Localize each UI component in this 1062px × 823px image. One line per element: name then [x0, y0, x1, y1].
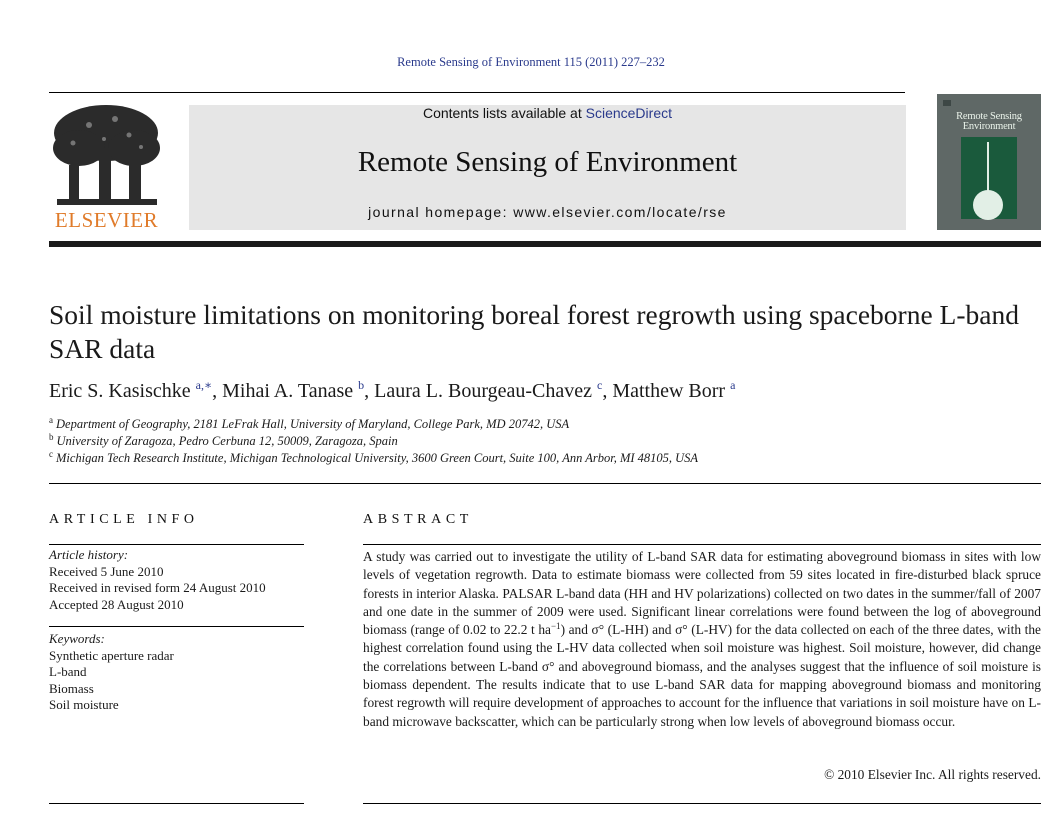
cover-title [937, 112, 1041, 132]
affiliation [49, 416, 1039, 433]
abstract-part2: ) and σ° (L-HH) and σ° (L-HV) for the data collected on each of the three dates, with the highest correlation found using the L-HV data collected when soil moisture was highest. Soil moisture, however, did change the correlations between L-band σ° and aboveground biomass, and the analyses suggest that the influence of soil moisture is biomass dependent. The results indicate that to use L-band SAR data for mapping aboveground biomass and monitoring forest regrowth will require development of approaches to account for the influence that variations in soil moisture have on L-band microwave backscatter, which can be particularly strong when low levels of aboveground biomass occur. [363, 622, 1041, 729]
author-affiliation-marker[interactable]: a [730, 378, 736, 392]
history-item: Received in revised form 24 August 2010 [49, 580, 266, 595]
journal-citation[interactable]: Remote Sensing of Environment 115 (2011) 227–232 [397, 55, 665, 69]
affiliation [49, 450, 1039, 467]
history-item: Accepted 28 August 2010 [49, 596, 184, 612]
author-name[interactable]: Eric S. Kasischke [49, 380, 191, 402]
keyword: Biomass [49, 680, 94, 696]
cover-stem [987, 142, 989, 192]
keyword: Synthetic aperture radar [49, 647, 174, 663]
keyword: Soil moisture [49, 697, 119, 712]
tree-icon [49, 103, 164, 208]
history-item: Received 5 June 2010 [49, 563, 164, 579]
affiliation-letter: a [49, 415, 53, 425]
article-info-rule [49, 626, 304, 627]
article-info-heading: ARTICLE INFO [49, 512, 199, 527]
copyright-notice: © 2010 Elsevier Inc. All rights reserved. [824, 767, 1041, 782]
affiliation-text: University of Zaragoza, Pedro Cerbuna 12, 50009, Zaragoza, Spain [56, 434, 398, 448]
author-affiliation-marker[interactable]: b [358, 378, 365, 392]
journal-cover[interactable] [937, 94, 1041, 230]
article-title: Soil moisture limitations on monitoring boreal forest regrowth using spaceborne L-band SAR data [49, 299, 1019, 364]
author-name[interactable]: Mihai A. Tanase [222, 380, 354, 402]
affiliation-letter: b [49, 432, 54, 442]
journal-title: Remote Sensing of Environment [357, 146, 738, 178]
author-affiliation-marker[interactable]: a,∗ [195, 378, 213, 392]
affiliation-text: Department of Geography, 2181 LeFrak Hall, University of Maryland, College Park, MD 20742, USA [56, 417, 570, 431]
journal-homepage[interactable]: journal homepage: www.elsevier.com/locate/rse [368, 204, 727, 220]
history-label: Article history: [49, 547, 129, 562]
abstract-rule [363, 544, 1041, 545]
header-rule [49, 92, 905, 93]
affiliation-text: Michigan Tech Research Institute, Michigan Technological University, 3600 Green Court, Suite 100, Ann Arbor, MI 48105, USA [56, 451, 699, 465]
author-name[interactable]: Laura L. Bourgeau-Chavez [374, 380, 592, 402]
abstract-unit-superscript: −1 [550, 621, 561, 632]
abstract-part1: A study was carried out to investigate the utility of L-band SAR data for estimating aboveground biomass in sites with low levels of vegetation regrowth. Data to estimate biomass were collected from 59 sites located in fire-disturbed black spruce forests in interior Alaska. PALSAR L-band data (HH and HV polarizations) collected on two dates in the summer/fall of 2007 and one date in the summer of 2009 were used. Significant linear correlations were found between the log of aboveground biomass (range of 0.02 to 22.2 t ha [363, 549, 1041, 638]
cover-title-line1: Remote Sensing [956, 111, 1022, 122]
cover-title-line2: Environment [962, 121, 1016, 132]
keywords-label: Keywords: [49, 631, 105, 646]
abstract-heading: ABSTRACT [363, 512, 473, 527]
contents-prefix: Contents lists available at [422, 105, 586, 121]
author-list: Eric S. Kasischke $^{a,∗}$, Mihai A. Tanase $^b$, Laura L. Bourgeau-Chavez $^c$, Matthew Borr $^a$ [49, 378, 736, 402]
author-affiliation-marker[interactable]: c [597, 378, 603, 392]
keyword: L-band [49, 664, 87, 679]
affiliation-letter: c [49, 449, 53, 459]
header-thick-rule [49, 241, 1041, 247]
article-info-rule [49, 803, 304, 804]
section-rule [49, 483, 1041, 484]
sciencedirect-link[interactable]: ScienceDirect [585, 105, 672, 121]
abstract-text [363, 548, 1041, 731]
elsevier-logo-text[interactable]: ELSEVIER [54, 208, 159, 232]
cover-mark [943, 100, 951, 106]
affiliations [49, 416, 1039, 467]
article-history [49, 547, 304, 613]
cover-globe-icon [973, 190, 1003, 220]
author-name[interactable]: Matthew Borr [612, 380, 726, 402]
abstract-rule [363, 803, 1041, 804]
article-info-rule [49, 544, 304, 545]
contents-line [189, 105, 906, 121]
keywords-list [49, 631, 304, 714]
affiliation [49, 433, 1039, 450]
